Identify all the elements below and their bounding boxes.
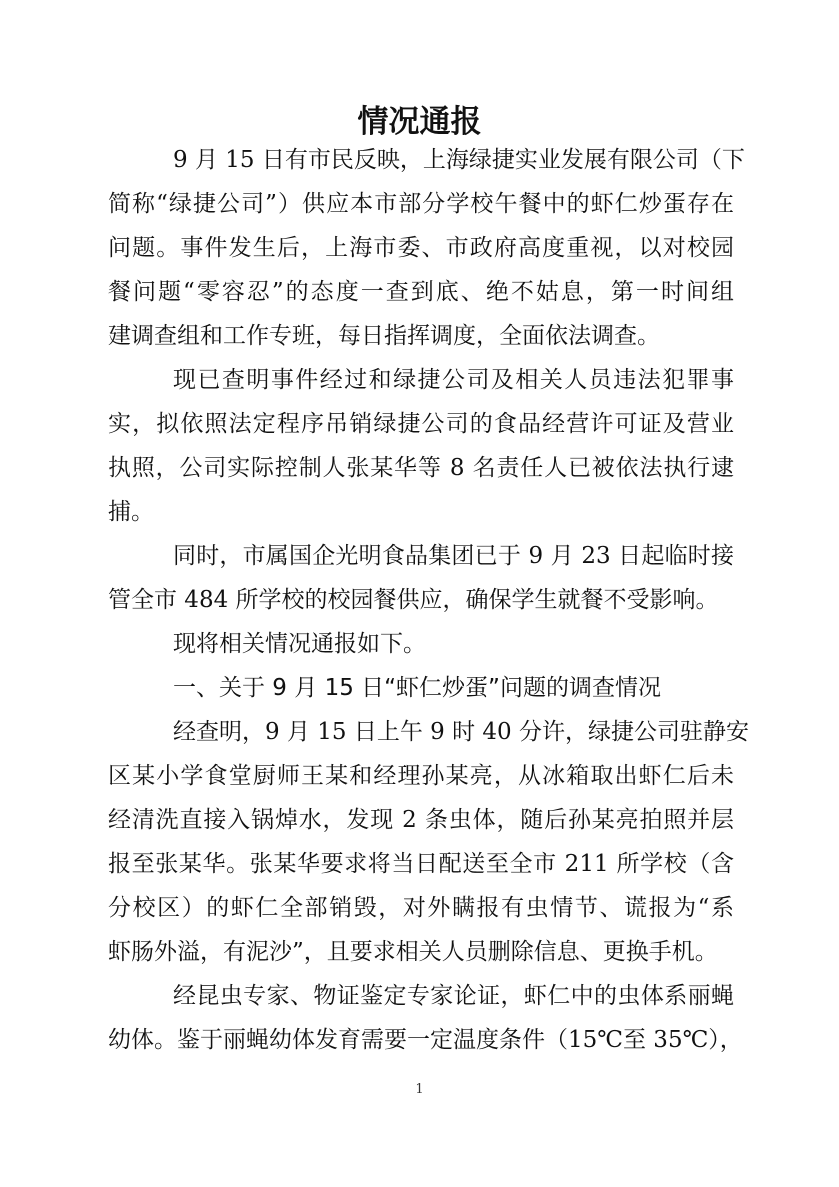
text-line: 分校区）的虾仁全部销毁，对外瞒报有虫情节、谎报为“系 bbox=[108, 895, 734, 921]
text-line: 幼体。鉴于丽蝇幼体发育需要一定温度条件（15℃至 35℃）， bbox=[108, 1027, 743, 1053]
text-line: 9 月 15 日有市民反映，上海绿捷实业发展有限公司（下 bbox=[173, 147, 745, 173]
text-line: 实，拟依照法定程序吊销绿捷公司的食品经营许可证及营业 bbox=[108, 411, 734, 437]
paragraph bbox=[108, 138, 745, 358]
text-line: 报至张某华。张某华要求将当日配送至全市 211 所学校（含 bbox=[108, 851, 734, 877]
text-line: 问题。事件发生后，上海市委、市政府高度重视，以对校园 bbox=[108, 235, 734, 261]
text-line: 餐问题“零容忍”的态度一查到底、绝不姑息，第一时间组 bbox=[108, 279, 734, 305]
paragraph bbox=[108, 358, 734, 534]
page-number: 1 bbox=[415, 1082, 424, 1097]
text-line: 简称“绿捷公司”）供应本市部分学校午餐中的虾仁炒蛋存在 bbox=[108, 191, 734, 217]
text-line: 一、关于 9 月 15 日“虾仁炒蛋”问题的调查情况 bbox=[173, 675, 661, 701]
text-line: 经清洗直接入锅焯水，发现 2 条虫体，随后孙某亮拍照并层 bbox=[108, 807, 734, 833]
text-line: 现将相关情况通报如下。 bbox=[173, 631, 426, 657]
text-line: 经查明，9 月 15 日上午 9 时 40 分许，绿捷公司驻静安 bbox=[173, 719, 749, 745]
document-body bbox=[108, 138, 749, 1062]
text-line: 区某小学食堂厨师王某和经理孙某亮，从冰箱取出虾仁后未 bbox=[108, 763, 734, 789]
paragraph bbox=[108, 622, 734, 666]
document-title: 情况通报 bbox=[357, 104, 482, 140]
text-line: 现已查明事件经过和绿捷公司及相关人员违法犯罪事 bbox=[173, 367, 734, 393]
text-line: 同时，市属国企光明食品集团已于 9 月 23 日起临时接 bbox=[173, 543, 734, 569]
text-line: 执照，公司实际控制人张某华等 8 名责任人已被依法执行逮 bbox=[108, 455, 734, 481]
paragraph bbox=[108, 710, 749, 974]
paragraph bbox=[108, 974, 743, 1062]
text-line: 管全市 484 所学校的校园餐供应，确保学生就餐不受影响。 bbox=[108, 587, 719, 613]
section-heading bbox=[108, 666, 734, 710]
text-line: 经昆虫专家、物证鉴定专家论证，虾仁中的虫体系丽蝇 bbox=[173, 983, 734, 1009]
paragraph bbox=[108, 534, 734, 622]
text-line: 虾肠外溢，有泥沙”，且要求相关人员删除信息、更换手机。 bbox=[108, 939, 718, 965]
text-line: 捕。 bbox=[108, 499, 154, 525]
text-line: 建调查组和工作专班，每日指挥调度，全面依法调查。 bbox=[108, 323, 660, 349]
